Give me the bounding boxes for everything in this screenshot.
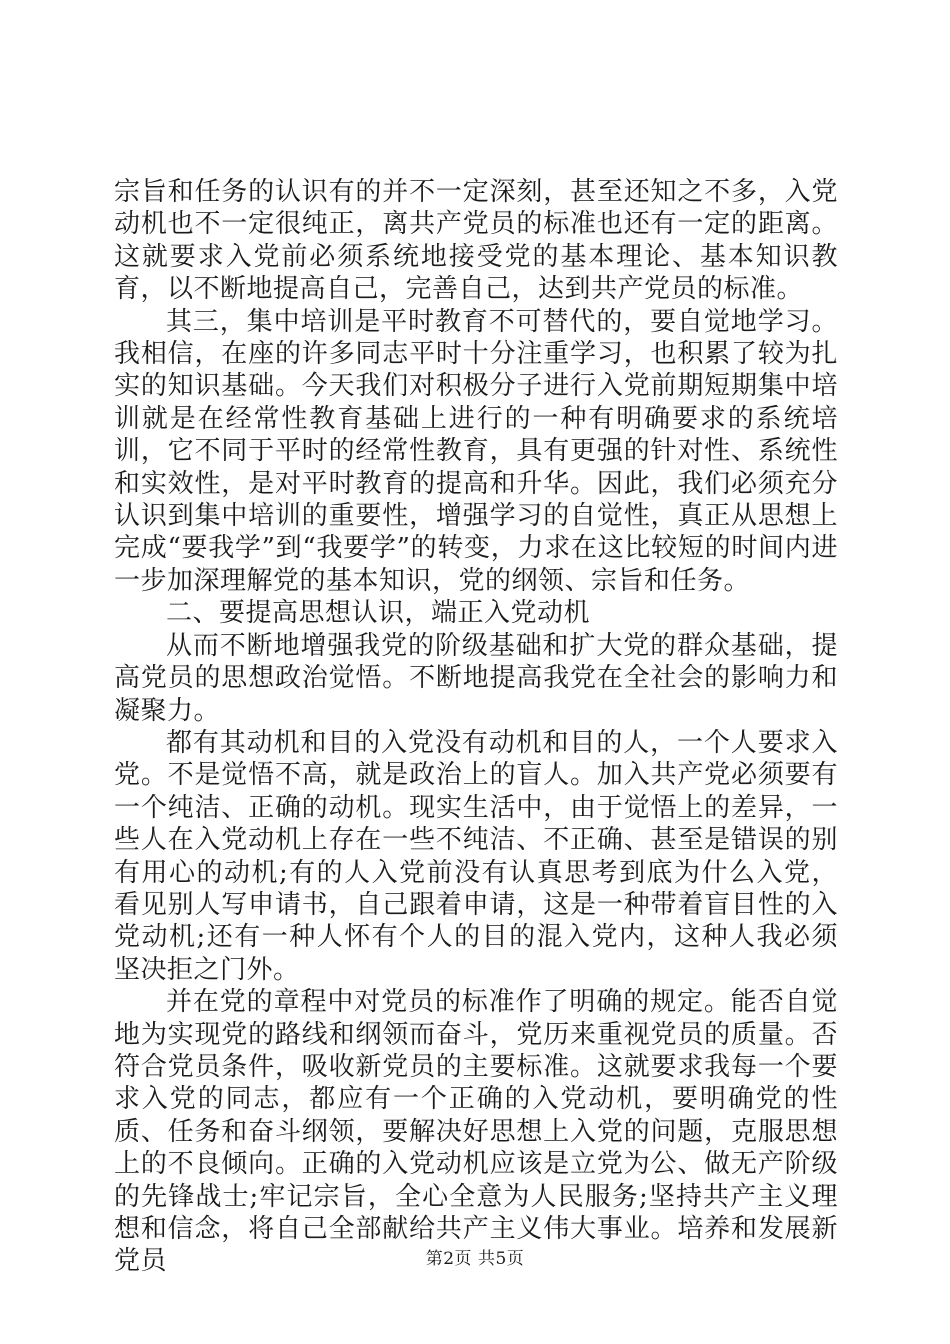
paragraph-2: 其三，集中培训是平时教育不可替代的，要自觉地学习。我相信，在座的许多同志平时十分注重学习，也积累了较为扎实的知识基础。今天我们对积极分子进行入党前期短期集中培训就是在经常性教育基础上进行的一种有明确要求的系统培训，它不同于平时的经常性教育，具有更强的针对性、系统性和实效性，是对平时教育的提高和升华。因此，我们必须充分认识到集中培训的重要性，增强学习的自觉性，真正从思想上完成“要我学”到“我要学”的转变，力求在这比较短的时间内进一步加深理解党的基本知识，党的纲领、宗旨和任务。 bbox=[114, 306, 838, 596]
page-footer: 第2页 共5页 bbox=[425, 1249, 525, 1269]
paragraph-3: 从而不断地增强我党的阶级基础和扩大党的群众基础，提高党员的思想政治觉悟。不断地提高我党在全社会的影响力和凝聚力。 bbox=[114, 630, 838, 726]
paragraph-1: 宗旨和任务的认识有的并不一定深刻，甚至还知之不多，入党动机也不一定很纯正，离共产党员的标准也还有一定的距离。这就要求入党前必须系统地接受党的基本理论、基本知识教育，以不断地提高自己，完善自己，达到共产党员的标准。 bbox=[114, 177, 838, 305]
paragraph-4: 都有其动机和目的入党没有动机和目的人，一个人要求入党。不是觉悟不高，就是政治上的盲人。加入共产党必须要有一个纯洁、正确的动机。现实生活中，由于觉悟上的差异，一些人在入党动机上存在一些不纯洁、不正确、甚至是错误的别有用心的动机;有的人入党前没有认真思考到底为什么入党，看见别人写申请书，自己跟着申请，这是一种带着盲目性的入党动机;还有一种人怀有个人的目的混入党内，这种人我必须坚决拒之门外。 bbox=[114, 727, 838, 985]
paragraph-5: 并在党的章程中对党员的标准作了明确的规定。能否自觉地为实现党的路线和纲领而奋斗，党历来重视党员的质量。否符合党员条件，吸收新党员的主要标准。这就要求我每一个要求入党的同志，都应有一个正确的入党动机，要明确党的性质、任务和奋斗纲领，要解决好思想上入党的问题，克服思想上的不良倾向。正确的入党动机应该是立党为公、做无产阶级的先锋战士;牢记宗旨，全心全意为人民服务;坚持共产主义理想和信念，将自己全部献给共产主义伟大事业。培养和发展新党员 bbox=[114, 987, 838, 1277]
section-heading: 二、要提高思想认识，端正入党动机 bbox=[166, 598, 591, 629]
document-body bbox=[114, 176, 838, 1278]
